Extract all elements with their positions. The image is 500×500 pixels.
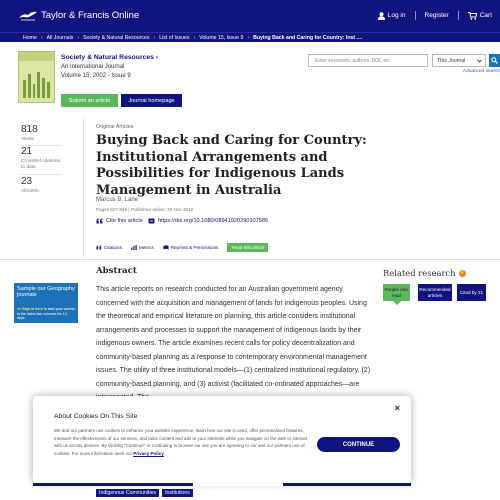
promo-title: Sample our Geography journals [17,286,75,299]
breadcrumb-journal[interactable]: Society & Natural Resources [83,34,150,41]
cover-band [19,52,54,61]
close-icon[interactable]: × [394,403,400,413]
breadcrumb-current: Buying Back and Caring for Country: Inst .... [253,34,363,41]
reprints-tab[interactable] [163,245,219,250]
keywords-list [96,489,193,497]
views-label: Views [21,137,34,142]
info-icon[interactable]: i [459,270,466,277]
search-input[interactable]: Enter keywords, authors, DOI, etc [308,54,428,67]
cookie-message [54,427,311,457]
user-icon [378,12,385,20]
chevron-right-icon: › [247,34,250,41]
cart-icon [468,12,477,20]
cite-article-link[interactable] [96,218,143,224]
obscured-tab-strip [33,483,411,486]
cookie-title: About Cookies On This Site [54,413,138,420]
citations-tab[interactable] [96,245,122,250]
breadcrumb-home[interactable]: Home [23,34,37,41]
chevron-right-icon: › [155,54,159,61]
chevron-down-icon [477,59,482,63]
cookie-text: We and our partners use cookies to enhance your website experience, learn how our site is used, offer personalised features, measure the effectiveness of our services, and tailor content and ads to your interests while you navigate on the web or interact with us across devices. By clicking "Continue" or continuing to browse our site you are agreeing to our and our partners use of cookies. For more information seek our [54,428,308,456]
cookie-consent-dialog [33,396,411,483]
breadcrumb-all-journals[interactable]: All Journals [46,34,74,41]
column-divider [83,118,84,258]
site-name: Taylor & Francis Online [41,10,140,21]
chevron-right-icon: › [40,34,43,41]
continue-button[interactable]: CONTINUE [317,437,400,452]
journal-cover[interactable] [18,51,55,103]
keyword-tag[interactable]: Institutions [162,489,193,497]
cite-label: Cite this article [106,218,143,224]
reprints-label: Reprints & Permissions [170,245,219,250]
views-count: 818 [21,124,38,135]
promo-signin-link[interactable] [17,307,75,320]
tab-recommended-articles[interactable]: Recommended articles [418,284,452,301]
cart-label: Cart [479,12,492,19]
journal-title[interactable]: Society & Natural Resources › [61,54,159,61]
crossref-label: CrossRef citations to date [21,159,60,170]
search-icon [491,57,498,64]
section-divider [0,259,500,260]
journal-subtitle: An International Journal [61,64,125,70]
chevron-right-icon: › [77,34,80,41]
doi-link[interactable] [148,218,268,224]
promo-link-text: to start your access to the latest two volumes for 14 days [17,307,75,320]
link-icon [148,218,155,224]
breadcrumb [0,32,500,42]
keyword-tag[interactable]: Indigenous Communities [96,489,159,497]
related-research-title: Related research [383,268,456,278]
search-scope-select[interactable] [432,54,486,67]
cart-link[interactable] [468,12,492,20]
metrics-label: Metrics [138,245,154,250]
promo-link-lead: >> Sign in here [17,307,43,312]
journal-volume[interactable]: Volume 15, 2002 - Issue 9 [61,73,131,79]
search-button[interactable] [489,54,500,67]
header-divider [415,11,416,20]
article-type: Original Articles [96,124,134,130]
breadcrumb-issues[interactable]: List of Issues [159,34,190,41]
journal-homepage-button[interactable]: Journal homepage [121,94,182,107]
metrics-tab[interactable] [131,245,154,250]
bar-chart-icon [131,245,137,250]
header-links [378,11,492,20]
quote-icon [96,218,103,224]
site-logo[interactable] [18,10,139,21]
register-link[interactable] [425,12,449,19]
logo-icon [18,10,38,21]
metric-divider [21,174,61,175]
breadcrumb-volume[interactable]: Volume 15, Issue 9 [199,34,244,41]
login-label: Log in [387,12,406,19]
login-link[interactable] [378,12,406,20]
advanced-search-link[interactable]: Advanced search [462,69,500,74]
register-label: Register [424,12,449,19]
geography-promo[interactable] [14,283,78,323]
tab-cited-by[interactable]: Cited by 21 [457,284,486,301]
author-name[interactable]: Marcus B. Lane [96,197,139,203]
doi-url: https://doi.org/10.1080/08941920290107585 [158,218,269,224]
related-research-heading [383,268,466,278]
privacy-policy-link[interactable]: Privacy Policy [133,450,164,456]
article-title: Buying Back and Caring for Country: Institutional Arrangements and Possibilities for Indigenous Lands Management in Australia [96,133,367,198]
abstract-heading: Abstract [96,266,137,276]
chevron-right-icon: › [153,34,156,41]
altmetric-label: Altmetric [21,189,40,194]
abstract-text: This article reports on research conducted for an Australian government agency concerned with the acquisition and management of lands for indigenous peoples. Using the theoretical and empirical literature on planning, this article considers institutional arrangements and processes to support the management of indigenous lands by their indigenous owners. The article examines recent calls for policy decentralization and community-based planning as a response to contemporary environmental management issues. The utility of three institutional models—(1) centralized institutional regulatory, (2) community-based planning, and (3) activist (facilitated co-ordinated approaches—are [96,286,371,388]
citations-label: Citations [104,245,122,250]
citations-icon [96,245,102,250]
search-scope-value: This Journal [437,57,466,64]
article-tools [96,243,268,252]
reprints-icon [163,245,169,250]
header-divider [458,11,459,20]
chevron-right-icon: › [193,34,196,41]
cover-artwork [23,70,50,98]
publication-info: Pages 827-846 | Published online: 30 Nov 2010 [96,207,194,212]
crossref-count[interactable]: 21 [21,146,33,157]
read-article-button[interactable]: Read this article [227,243,268,252]
submit-article-button[interactable]: Submit an article [61,94,118,107]
altmetric-count[interactable]: 23 [21,176,33,187]
tab-people-also-read[interactable]: People also read [383,284,410,301]
